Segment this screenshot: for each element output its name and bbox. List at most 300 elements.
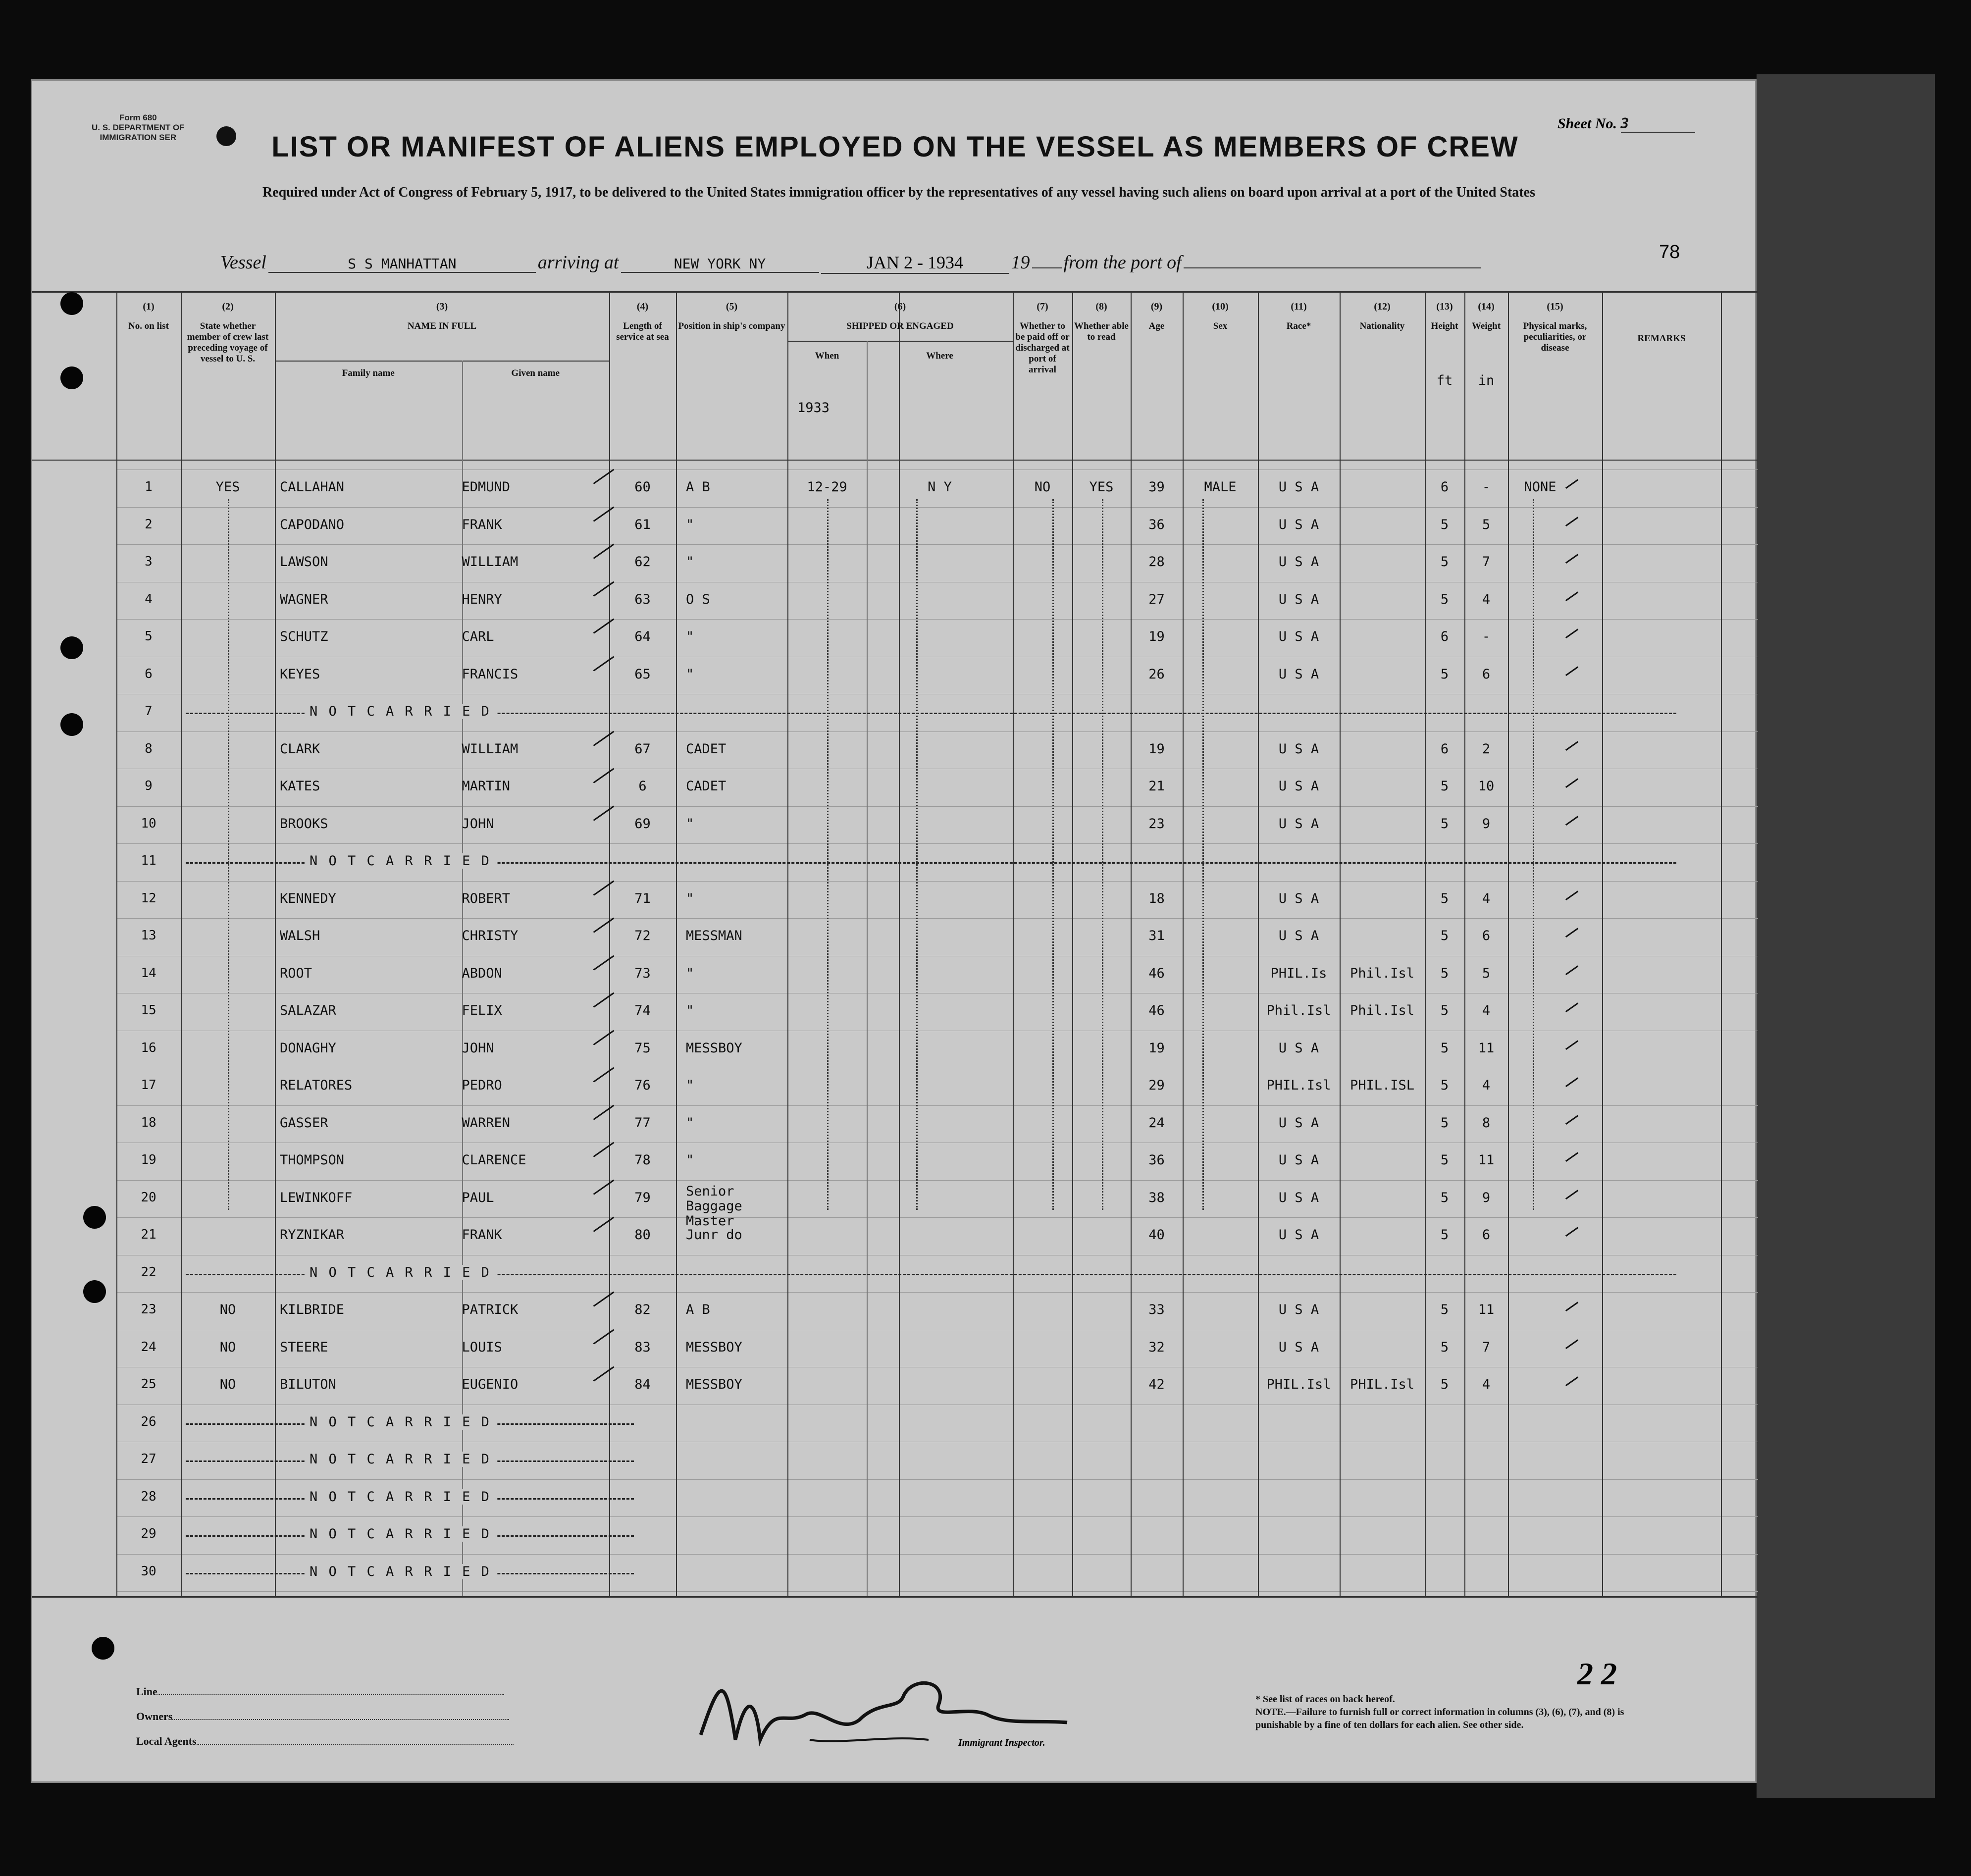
arriving-port: NEW YORK NY — [621, 256, 819, 273]
table-top-rule — [32, 291, 1758, 293]
row-number: 21 — [141, 1227, 156, 1242]
weight-inches: 8 — [1482, 1115, 1491, 1131]
weight-inches: 11 — [1478, 1152, 1495, 1168]
family-name: STEERE — [280, 1339, 328, 1355]
inches-unit: in — [1478, 373, 1495, 388]
column-heading: Whether able to read — [1074, 321, 1129, 342]
checkmark — [1561, 585, 1578, 601]
checkmark — [1561, 1333, 1578, 1349]
position: " — [686, 1152, 694, 1168]
weight-inches: 11 — [1478, 1040, 1495, 1056]
position: " — [686, 517, 694, 532]
position: MESSBOY — [686, 1040, 742, 1056]
race: U S A — [1278, 1227, 1319, 1243]
race: U S A — [1278, 479, 1319, 495]
given-name: FELIX — [462, 1003, 502, 1018]
sheet-value: 3 — [1621, 115, 1695, 133]
weight-inches: 9 — [1482, 816, 1491, 832]
column-heading: Weight — [1471, 321, 1501, 331]
not-carried-text: N O T C A R R I E D — [305, 1564, 496, 1579]
race: U S A — [1278, 1339, 1319, 1355]
column-heading: No. on list — [128, 321, 169, 331]
length-of-service: 62 — [634, 554, 651, 570]
family-name: KILBRIDE — [280, 1302, 345, 1317]
weight-inches: 5 — [1482, 965, 1491, 981]
row-number: 3 — [145, 554, 153, 569]
age: 21 — [1148, 779, 1165, 794]
position: MESSMAN — [686, 928, 742, 943]
age: 40 — [1148, 1227, 1165, 1243]
checkmark — [1561, 1034, 1578, 1049]
row-number: 9 — [145, 779, 153, 793]
given-name: FRANK — [462, 1227, 502, 1243]
given-name: FRANK — [462, 517, 502, 532]
column-rule — [275, 291, 276, 1596]
local-agents-label-text: Local Agents — [136, 1735, 197, 1747]
family-name: THOMPSON — [280, 1152, 345, 1168]
row-rule — [116, 1105, 1758, 1106]
family-name: BILUTON — [280, 1377, 336, 1392]
length-of-service: 77 — [634, 1115, 651, 1131]
column-heading: Age — [1148, 321, 1165, 331]
weight-inches: 7 — [1482, 1339, 1491, 1355]
family-name: GASSER — [280, 1115, 328, 1131]
race: Phil.Isl — [1266, 1003, 1331, 1018]
height-feet: 5 — [1440, 1302, 1449, 1317]
weight-inches: 6 — [1482, 928, 1491, 943]
row-number: 8 — [145, 741, 153, 756]
given-name: CHRISTY — [462, 928, 519, 943]
checkmark — [1561, 885, 1578, 900]
height-feet: 5 — [1440, 779, 1449, 794]
prev-voyage: NO — [219, 1377, 236, 1392]
column-number: (3) — [436, 301, 448, 312]
row-number: 22 — [141, 1264, 156, 1280]
race: U S A — [1278, 517, 1319, 532]
column-heading: Nationality — [1359, 321, 1405, 331]
weight-inches: 6 — [1482, 666, 1491, 682]
family-name: ROOT — [280, 965, 312, 981]
column-rule — [1602, 291, 1603, 1596]
race: PHIL.Isl — [1266, 1377, 1331, 1392]
age: 19 — [1148, 1040, 1165, 1056]
height-feet: 5 — [1440, 816, 1449, 832]
column-rule — [676, 291, 677, 1596]
weight-inches: - — [1482, 479, 1491, 495]
row-rule — [116, 1180, 1758, 1181]
family-name: SALAZAR — [280, 1003, 336, 1018]
row-number: 14 — [141, 965, 156, 981]
paid-off: NO — [1034, 479, 1051, 495]
given-name: WARREN — [462, 1115, 511, 1131]
row-rule — [116, 1292, 1758, 1293]
ditto-line — [916, 499, 918, 1210]
race: U S A — [1278, 666, 1319, 682]
age: 29 — [1148, 1078, 1165, 1093]
row-rule — [116, 881, 1758, 882]
checkmark — [1561, 735, 1578, 750]
not-carried-text: N O T C A R R I E D — [305, 853, 496, 869]
given-name: WILLIAM — [462, 741, 519, 757]
race: PHIL.Isl — [1266, 1078, 1331, 1093]
length-of-service: 78 — [634, 1152, 651, 1168]
arriving-label: arriving at — [537, 252, 619, 273]
height-feet: 5 — [1440, 517, 1449, 532]
page-stamp-number: 78 — [1659, 242, 1680, 262]
age: 33 — [1148, 1302, 1165, 1317]
row-number: 13 — [141, 928, 156, 943]
position: " — [686, 890, 694, 906]
table-header-rule — [32, 460, 1758, 461]
height-feet: 5 — [1440, 928, 1449, 943]
nationality: Phil.Isl — [1349, 965, 1415, 981]
not-carried-text: N O T C A R R I E D — [305, 1265, 496, 1280]
column-number: (14) — [1478, 301, 1495, 312]
column-number: (9) — [1150, 301, 1163, 312]
checkmark — [1561, 511, 1578, 526]
weight-inches: 6 — [1482, 1227, 1491, 1243]
row-number: 12 — [141, 890, 156, 906]
year-1933: 1933 — [797, 400, 830, 416]
height-feet: 5 — [1440, 1227, 1449, 1243]
race: U S A — [1278, 890, 1319, 906]
length-of-service: 71 — [634, 890, 651, 906]
shipped-when: 12-29 — [807, 479, 847, 495]
family-name: DONAGHY — [280, 1040, 336, 1056]
height-feet: 5 — [1440, 554, 1449, 570]
length-of-service: 67 — [634, 741, 651, 757]
position: " — [686, 629, 694, 644]
column-number: (12) — [1374, 301, 1391, 312]
height-feet: 5 — [1440, 1152, 1449, 1168]
given-name: EUGENIO — [462, 1377, 519, 1392]
row-number: 7 — [145, 704, 153, 719]
row-number: 29 — [141, 1526, 156, 1541]
prev-voyage: NO — [219, 1339, 236, 1355]
column-heading: Physical marks, peculiarities, or disease — [1523, 321, 1587, 353]
column-heading: Whether to be paid off or discharged at port of arrival — [1015, 321, 1070, 375]
vessel-line — [220, 252, 1481, 274]
age: 19 — [1148, 741, 1165, 757]
length-of-service: 63 — [634, 591, 651, 607]
position: A B — [686, 1302, 710, 1317]
form-department: U. S. DEPARTMENT OF — [92, 123, 185, 132]
line-label-text: Line — [136, 1685, 157, 1698]
not-carried-text: N O T C A R R I E D — [305, 1414, 496, 1430]
given-name: JOHN — [462, 1040, 494, 1056]
length-of-service: 61 — [634, 517, 651, 532]
height-feet: 5 — [1440, 1115, 1449, 1131]
position: MESSBOY — [686, 1377, 742, 1392]
inspector-label: Immigrant Inspector. — [958, 1737, 1045, 1748]
column-number: (5) — [726, 301, 738, 312]
row-number: 15 — [141, 1003, 156, 1018]
column-number: (2) — [222, 301, 234, 312]
nationality: PHIL.Isl — [1349, 1377, 1415, 1392]
shipped-split-rule — [867, 341, 868, 1596]
age: 42 — [1148, 1377, 1165, 1392]
length-of-service: 65 — [634, 666, 651, 682]
age: 28 — [1148, 554, 1165, 570]
row-number: 16 — [141, 1040, 156, 1055]
length-of-service: 75 — [634, 1040, 651, 1056]
column-heading: NAME IN FULL — [407, 321, 477, 331]
height-feet: 5 — [1440, 965, 1449, 981]
column-number: (13) — [1436, 301, 1453, 312]
height-feet: 5 — [1440, 1339, 1449, 1355]
checkmark — [1561, 1146, 1578, 1162]
age: 39 — [1148, 479, 1165, 495]
row-rule — [116, 731, 1758, 732]
scan-background-right — [1757, 74, 1935, 1798]
race: U S A — [1278, 591, 1319, 607]
family-name: CALLAHAN — [280, 479, 345, 495]
row-number: 26 — [141, 1414, 156, 1429]
position: " — [686, 1003, 694, 1018]
race: U S A — [1278, 816, 1319, 832]
row-number: 25 — [141, 1377, 156, 1392]
age: 36 — [1148, 1152, 1165, 1168]
given-name: FRANCIS — [462, 666, 519, 682]
family-name: KATES — [280, 779, 320, 794]
age: 38 — [1148, 1190, 1165, 1205]
length-of-service: 80 — [634, 1227, 651, 1243]
row-number: 30 — [141, 1563, 156, 1579]
age: 46 — [1148, 965, 1165, 981]
column-number: (11) — [1291, 301, 1307, 312]
checkmark — [1561, 623, 1578, 638]
age: 23 — [1148, 816, 1165, 832]
height-feet: 6 — [1440, 479, 1449, 495]
owners-label — [136, 1710, 509, 1723]
weight-inches: 5 — [1482, 517, 1491, 532]
family-name: RYZNIKAR — [280, 1227, 345, 1243]
age: 32 — [1148, 1339, 1165, 1355]
footer-notes — [1255, 1693, 1661, 1731]
prev-voyage: YES — [215, 479, 240, 495]
given-name: ROBERT — [462, 890, 511, 906]
race: U S A — [1278, 928, 1319, 943]
position: " — [686, 666, 694, 682]
form-number: Form 680 — [119, 113, 157, 122]
feet-unit: ft — [1436, 373, 1453, 388]
race: U S A — [1278, 1115, 1319, 1131]
ditto-line — [1533, 499, 1534, 1210]
race: U S A — [1278, 1152, 1319, 1168]
binder-hole — [60, 636, 83, 659]
binder-hole — [60, 366, 83, 389]
family-name: WAGNER — [280, 591, 328, 607]
given-name: PAUL — [462, 1190, 494, 1205]
sheet-label: Sheet No. — [1557, 115, 1617, 132]
weight-inches: - — [1482, 629, 1491, 644]
length-of-service: 74 — [634, 1003, 651, 1018]
family-name: CAPODANO — [280, 517, 345, 532]
vessel-name: S S MANHATTAN — [268, 256, 536, 273]
not-carried-text: N O T C A R R I E D — [305, 1452, 496, 1467]
not-carried-text: N O T C A R R I E D — [305, 1526, 496, 1542]
not-carried-text: N O T C A R R I E D — [305, 1489, 496, 1505]
family-name: KEYES — [280, 666, 320, 682]
row-number: 24 — [141, 1339, 156, 1355]
column-number: (1) — [143, 301, 155, 312]
able-to-read: YES — [1089, 479, 1114, 495]
given-name-heading: Given name — [511, 368, 560, 378]
position: O S — [686, 591, 710, 607]
weight-inches: 11 — [1478, 1302, 1495, 1317]
nationality: PHIL.ISL — [1349, 1078, 1415, 1093]
position: " — [686, 1115, 694, 1131]
length-of-service: 83 — [634, 1339, 651, 1355]
length-of-service: 79 — [634, 1190, 651, 1205]
weight-inches: 7 — [1482, 554, 1491, 570]
row-number: 23 — [141, 1302, 156, 1317]
checkmark — [1561, 1296, 1578, 1311]
ditto-line — [228, 499, 229, 1210]
height-feet: 5 — [1440, 1003, 1449, 1018]
checkmark — [1561, 660, 1578, 676]
binder-hole — [83, 1206, 106, 1229]
race: U S A — [1278, 779, 1319, 794]
table-bottom-rule — [32, 1596, 1758, 1598]
vessel-label: Vessel — [220, 252, 266, 273]
year-label: 19 — [1011, 252, 1030, 273]
shipped-where: N Y — [928, 479, 952, 495]
races-note: * See list of races on back hereof. — [1255, 1694, 1395, 1705]
age: 19 — [1148, 629, 1165, 644]
row-rule — [116, 918, 1758, 919]
height-feet: 5 — [1440, 1040, 1449, 1056]
row-rule — [116, 507, 1758, 508]
checkmark — [1561, 1221, 1578, 1237]
family-name: SCHUTZ — [280, 629, 328, 644]
position: " — [686, 554, 694, 570]
given-name: LOUIS — [462, 1339, 502, 1355]
checkmark — [1561, 773, 1578, 788]
age: 18 — [1148, 890, 1165, 906]
family-name: WALSH — [280, 928, 320, 943]
row-number: 2 — [145, 517, 153, 532]
age: 24 — [1148, 1115, 1165, 1131]
penalty-note: NOTE.—Failure to furnish full or correct information in columns (3), (6), (7), and (8) is punishable by a fine of ten dollars for each alien. See other side. — [1255, 1707, 1624, 1730]
column-heading: State whether member of crew last preceding voyage of vessel to U. S. — [187, 321, 269, 364]
sex: MALE — [1204, 479, 1237, 495]
weight-inches: 4 — [1482, 1078, 1491, 1093]
row-rule — [116, 619, 1758, 620]
row-rule — [116, 806, 1758, 807]
row-number: 18 — [141, 1115, 156, 1130]
length-of-service: 60 — [634, 479, 651, 495]
column-heading: SHIPPED OR ENGAGED — [846, 321, 954, 331]
position: MESSBOY — [686, 1339, 742, 1355]
checkmark — [1561, 1109, 1578, 1124]
ditto-line — [1102, 499, 1103, 1210]
row-number: 10 — [141, 816, 156, 831]
row-rule — [116, 469, 1758, 470]
remarks-heading: REMARKS — [1637, 333, 1686, 344]
row-rule — [116, 1591, 1758, 1592]
given-name: WILLIAM — [462, 554, 519, 570]
height-feet: 5 — [1440, 1078, 1449, 1093]
age: 46 — [1148, 1003, 1165, 1018]
row-number: 28 — [141, 1489, 156, 1504]
when-heading: When — [815, 351, 839, 361]
weight-inches: 9 — [1482, 1190, 1491, 1205]
given-name: CARL — [462, 629, 494, 644]
arrival-date: JAN 2 - 1934 — [821, 252, 1009, 274]
nationality: Phil.Isl — [1349, 1003, 1415, 1018]
weight-inches: 4 — [1482, 1003, 1491, 1018]
checkmark — [1561, 810, 1578, 825]
given-name: MARTIN — [462, 779, 511, 794]
length-of-service: 84 — [634, 1377, 651, 1392]
checkmark — [1561, 959, 1578, 975]
family-name: KENNEDY — [280, 890, 336, 906]
shipped-subheader-rule — [787, 341, 1013, 342]
row-number: 6 — [145, 666, 153, 681]
height-feet: 6 — [1440, 629, 1449, 644]
local-agents-label — [136, 1735, 514, 1748]
position: " — [686, 1078, 694, 1093]
age: 26 — [1148, 666, 1165, 682]
from-port-label: from the port of — [1063, 252, 1182, 273]
length-of-service: 72 — [634, 928, 651, 943]
row-rule — [116, 1479, 1758, 1480]
row-number: 27 — [141, 1452, 156, 1466]
owners-label-text: Owners — [136, 1710, 173, 1722]
given-name: ABDON — [462, 965, 502, 981]
column-number: (8) — [1095, 301, 1107, 312]
weight-inches: 2 — [1482, 741, 1491, 757]
physical-marks: NONE — [1524, 479, 1556, 495]
prev-voyage: NO — [219, 1302, 236, 1317]
column-rule — [1340, 291, 1341, 1596]
given-name: JOHN — [462, 816, 494, 832]
position: CADET — [686, 741, 726, 757]
row-number: 11 — [141, 853, 156, 868]
ditto-line — [827, 499, 829, 1210]
given-name: EDMUND — [462, 479, 511, 495]
form-bureau: IMMIGRATION SER — [100, 133, 177, 142]
line-label — [136, 1685, 504, 1698]
binder-hole — [60, 292, 83, 315]
row-number: 17 — [141, 1078, 156, 1093]
page-title: LIST OR MANIFEST OF ALIENS EMPLOYED ON THE VESSEL AS MEMBERS OF CREW — [271, 131, 1519, 163]
given-name: PEDRO — [462, 1078, 502, 1093]
weight-inches: 4 — [1482, 591, 1491, 607]
weight-inches: 4 — [1482, 890, 1491, 906]
row-number: 5 — [145, 629, 153, 644]
race: U S A — [1278, 1040, 1319, 1056]
checkmark — [1561, 922, 1578, 938]
row-rule — [116, 1217, 1758, 1218]
length-of-service: 76 — [634, 1078, 651, 1093]
column-number: (6) — [894, 301, 906, 312]
column-heading: Sex — [1213, 321, 1228, 331]
race: U S A — [1278, 554, 1319, 570]
age: 36 — [1148, 517, 1165, 532]
height-feet: 5 — [1440, 1377, 1449, 1392]
handwritten-mark: 2 2 — [1577, 1656, 1617, 1691]
age: 27 — [1148, 591, 1165, 607]
position: " — [686, 816, 694, 832]
where-heading: Where — [926, 351, 953, 361]
height-feet: 5 — [1440, 666, 1449, 682]
family-name: CLARK — [280, 741, 320, 757]
position: A B — [686, 479, 710, 495]
page-subtitle: Required under Act of Congress of February 5, 1917, to be delivered to the United States immigration officer by the representatives of any vessel having such aliens on board upon arrival at a port of the United States — [262, 185, 1535, 200]
height-feet: 5 — [1440, 591, 1449, 607]
